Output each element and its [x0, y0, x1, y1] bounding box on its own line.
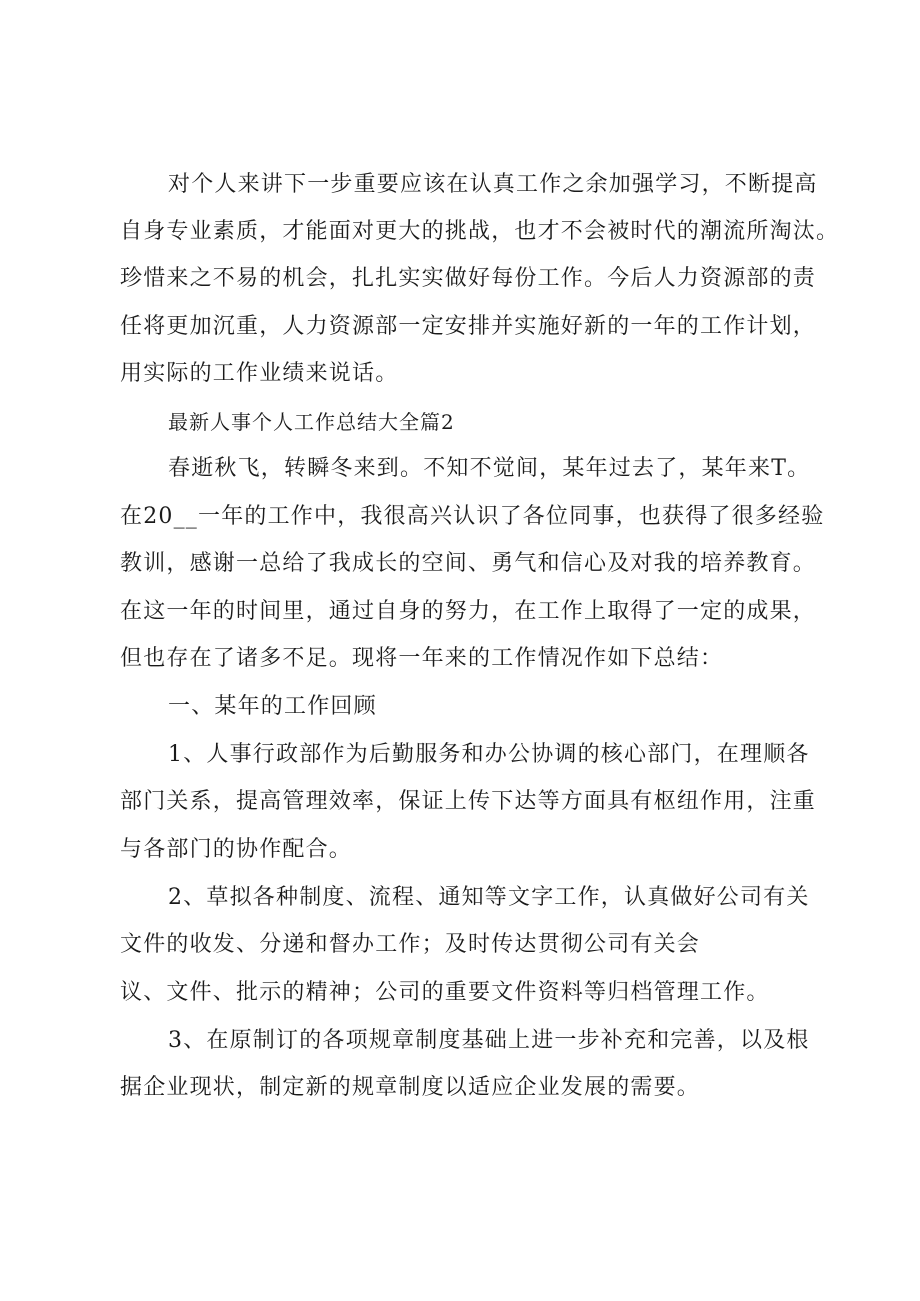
paragraph-line: 但也存在了诸多不足。现将一年来的工作情况作如下总结： — [120, 646, 724, 671]
paragraph-line: 教训，感谢一总给了我成长的空间、勇气和信心及对我的培养教育。 — [120, 551, 817, 576]
section-title: 最新人事个人工作总结大全篇2 — [168, 410, 455, 434]
paragraph-line: 与各部门的协作配合。 — [120, 837, 353, 862]
paragraph-line: 部门关系，提高管理效率，保证上传下达等方面具有枢纽作用，注重 — [120, 789, 817, 814]
paragraph-line: 议、文件、批示的精神；公司的重要文件资料等归档管理工作。 — [120, 980, 770, 1005]
paragraph-line: 任将更加沉重，人力资源部一定安排并实施好新的一年的工作计划， — [120, 314, 817, 339]
paragraph-line: 在这一年的时间里，通过自身的努力，在工作上取得了一定的成果， — [120, 599, 817, 624]
paragraph-line: 春逝秋飞，转瞬冬来到。不知不觉间，某年过去了，某年来T。 — [168, 456, 811, 481]
paragraph-line: 用实际的工作业绩来说话。 — [120, 361, 399, 386]
paragraph-line: 据企业现状，制定新的规章制度以适应企业发展的需要。 — [120, 1075, 701, 1100]
paragraph-line: 文件的收发、分递和督办工作；及时传达贯彻公司有关会 — [120, 932, 701, 957]
paragraph-line: 珍惜来之不易的机会，扎扎实实做好每份工作。今后人力资源部的责 — [120, 266, 817, 291]
paragraph-line: 3、在原制订的各项规章制度基础上进一步补充和完善，以及根 — [168, 1028, 810, 1053]
paragraph-line: 2、草拟各种制度、流程、通知等文字工作，认真做好公司有关 — [168, 885, 810, 910]
paragraph-line: 对个人来讲下一步重要应该在认真工作之余加强学习，不断提高 — [168, 172, 818, 197]
paragraph-line: 在20__一年的工作中，我很高兴认识了各位同事，也获得了很多经验 — [120, 504, 825, 529]
paragraph-line: 1、人事行政部作为后勤服务和办公协调的核心部门，在理顺各 — [168, 742, 810, 767]
paragraph-line: 自身专业素质，才能面对更大的挑战，也才不会被时代的潮流所淘汰。 — [120, 219, 840, 244]
subheading: 一、某年的工作回顾 — [168, 694, 377, 719]
